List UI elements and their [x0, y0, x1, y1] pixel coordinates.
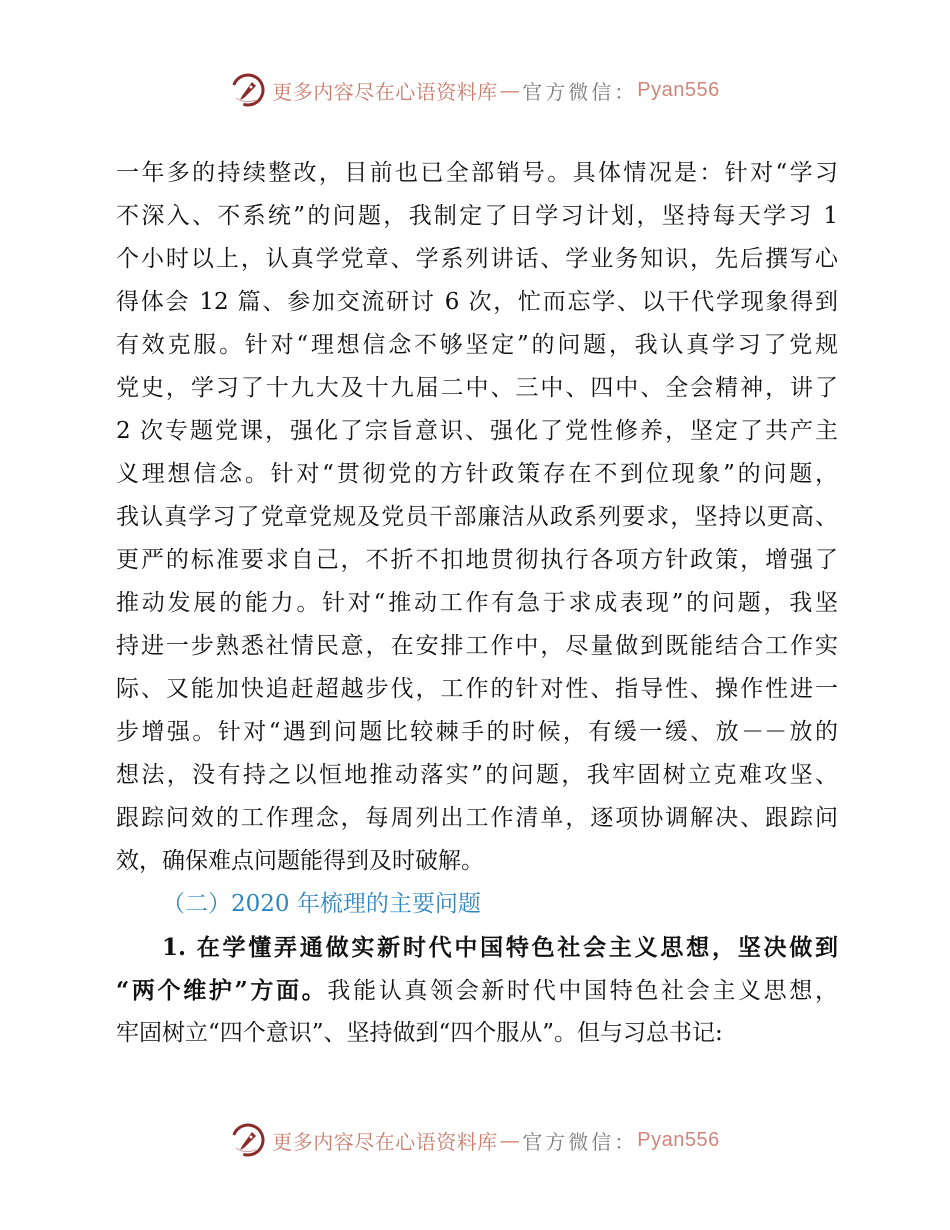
watermark-wechat-id: Pyan556 — [637, 1128, 720, 1151]
body-line: 2 次专题党课，强化了宗旨意识、强化了党性修养，坚定了共产主 — [116, 418, 838, 444]
body-line: 步增强。针对“遇到问题比较棘手的时候，有缓一缓、放－－放的 — [116, 719, 838, 745]
item1-bold-heading-cont: “两个维护”方面。 — [116, 977, 328, 1004]
item1-text: 我能认真领会新时代中国特色社会主义思想， — [327, 978, 838, 1004]
body-line: 推动发展的能力。针对“推动工作有急于求成表现”的问题，我坚 — [116, 590, 838, 616]
watermark-dash: — — [499, 78, 521, 102]
pen-nib-circle-logo-icon — [230, 72, 266, 108]
body-line: 有效克服。针对“理想信念不够坚定”的问题，我认真学习了党规 — [116, 332, 838, 358]
watermark-main-text: 更多内容尽在心语资料库 — [272, 1129, 498, 1154]
body-line: 党史，学习了十九大及十九届二中、三中、四中、全会精神，讲了 — [116, 375, 838, 401]
document-body — [116, 152, 838, 1055]
header-watermark — [0, 68, 950, 112]
watermark-dash: — — [499, 1128, 521, 1152]
body-line: 一年多的持续整改，目前也已全部销号。具体情况是：针对“学习 — [116, 160, 838, 186]
pen-nib-circle-logo-icon — [230, 1122, 266, 1158]
section-heading: （二）2020 年梳理的主要问题 — [162, 891, 481, 917]
body-line: 跟踪问效的工作理念，每周列出工作清单，逐项协调解决、跟踪问 — [116, 805, 838, 831]
body-line: 得体会 12 篇、参加交流研讨 6 次，忙而忘学、以干代学现象得到 — [116, 289, 838, 315]
body-line: 义理想信念。针对“贯彻党的方针政策存在不到位现象”的问题， — [116, 461, 838, 487]
body-line: 效，确保难点问题能得到及时破解。 — [116, 848, 484, 874]
item1-line2 — [116, 969, 838, 1012]
watermark-secondary-text: 官方微信： — [522, 79, 638, 104]
body-line: 更严的标准要求自己，不折不扣地贯彻执行各项方针政策，增强了 — [116, 547, 838, 573]
body-line: 个小时以上，认真学党章、学系列讲话、学业务知识，先后撰写心 — [116, 246, 838, 272]
watermark-main-text: 更多内容尽在心语资料库 — [272, 79, 498, 104]
body-line: 不深入、不系统”的问题，我制定了日学习计划，坚持每天学习 1 — [116, 203, 838, 229]
footer-watermark — [0, 1118, 950, 1162]
item1-bold-heading: 1. 在学懂弄通做实新时代中国特色社会主义思想，坚决做到 — [162, 934, 838, 961]
watermark-wechat-id: Pyan556 — [637, 78, 720, 101]
body-line: 我认真学习了党章党规及党员干部廉洁从政系列要求，坚持以更高、 — [116, 504, 838, 530]
body-line: 际、又能加快追赶超越步伐，工作的针对性、指导性、操作性进一 — [116, 676, 838, 702]
watermark-secondary-text: 官方微信： — [522, 1129, 638, 1154]
body-line: 想法，没有持之以恒地推动落实”的问题，我牢固树立克难攻坚、 — [116, 762, 838, 788]
body-line: 牢固树立“四个意识”、坚持做到“四个服从”。但与习总书记: — [116, 1020, 723, 1046]
body-line: 持进一步熟悉社情民意，在安排工作中，尽量做到既能结合工作实 — [116, 633, 838, 659]
